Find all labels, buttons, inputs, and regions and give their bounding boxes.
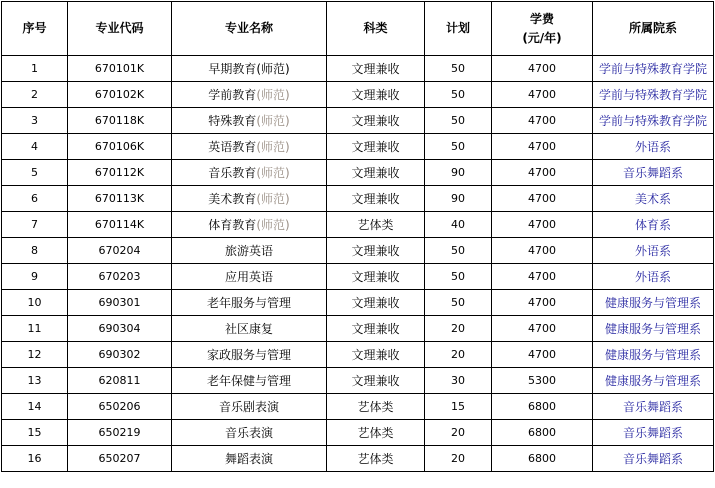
row-code: 650207 [68,446,172,472]
header-code: 专业代码 [68,2,172,56]
table-row [2,342,714,368]
header-category: 科类 [327,2,425,56]
table-row [2,368,714,394]
row-major-name [172,134,327,160]
table-row [2,82,714,108]
row-major-name [172,420,327,446]
major-name-main: 美术教育 [208,192,257,206]
row-category: 文理兼收 [327,134,425,160]
row-plan: 20 [425,446,492,472]
major-name-suffix: (师范) [256,140,290,154]
row-dept: 音乐舞蹈系 [593,394,714,420]
row-fee: 4700 [492,290,593,316]
row-category: 艺体类 [327,420,425,446]
table-body [2,56,714,472]
table-row [2,446,714,472]
row-code: 690301 [68,290,172,316]
row-fee: 6800 [492,446,593,472]
row-major-name [172,82,327,108]
row-seq: 5 [2,160,68,186]
row-category: 艺体类 [327,394,425,420]
row-major-name [172,394,327,420]
row-category: 文理兼收 [327,264,425,290]
row-fee: 4700 [492,186,593,212]
row-category: 文理兼收 [327,316,425,342]
table-row [2,108,714,134]
row-seq: 6 [2,186,68,212]
row-dept: 美术系 [593,186,714,212]
row-fee: 4700 [492,238,593,264]
row-dept: 外语系 [593,238,714,264]
row-major-name [172,108,327,134]
row-major-name [172,290,327,316]
row-plan: 50 [425,108,492,134]
row-fee: 5300 [492,368,593,394]
major-name-main: 老年保健与管理 [206,374,291,388]
row-seq: 8 [2,238,68,264]
row-plan: 90 [425,160,492,186]
row-seq: 13 [2,368,68,394]
row-code: 690304 [68,316,172,342]
row-fee: 6800 [492,394,593,420]
row-code: 620811 [68,368,172,394]
row-plan: 20 [425,420,492,446]
row-dept: 音乐舞蹈系 [593,446,714,472]
row-plan: 50 [425,290,492,316]
row-major-name [172,56,327,82]
row-code: 670112K [68,160,172,186]
table-row [2,290,714,316]
row-code: 690302 [68,342,172,368]
row-category: 文理兼收 [327,342,425,368]
row-seq: 12 [2,342,68,368]
row-major-name [172,342,327,368]
row-dept: 体育系 [593,212,714,238]
major-name-suffix: (师范) [256,166,290,180]
table-row [2,394,714,420]
major-name-suffix: (师范) [256,218,290,232]
row-dept: 音乐舞蹈系 [593,160,714,186]
major-name-main: 社区康复 [224,322,273,336]
row-seq: 3 [2,108,68,134]
row-category: 文理兼收 [327,160,425,186]
row-plan: 20 [425,316,492,342]
row-seq: 2 [2,82,68,108]
row-seq: 7 [2,212,68,238]
header-dept: 所属院系 [593,2,714,56]
row-plan: 50 [425,264,492,290]
row-plan: 50 [425,238,492,264]
row-major-name [172,186,327,212]
row-fee: 6800 [492,420,593,446]
row-dept: 学前与特殊教育学院 [593,56,714,82]
major-name-main: 早期教育(师范) [208,62,290,76]
major-name-suffix: (师范) [256,88,290,102]
row-major-name [172,446,327,472]
row-category: 文理兼收 [327,238,425,264]
row-seq: 10 [2,290,68,316]
row-category: 文理兼收 [327,290,425,316]
table-row [2,160,714,186]
row-dept: 健康服务与管理系 [593,342,714,368]
majors-table [1,1,714,472]
major-name-main: 音乐教育 [208,166,257,180]
row-dept: 健康服务与管理系 [593,368,714,394]
row-seq: 11 [2,316,68,342]
row-seq: 9 [2,264,68,290]
row-plan: 30 [425,368,492,394]
row-major-name [172,212,327,238]
major-name-main: 家政服务与管理 [206,348,291,362]
row-plan: 50 [425,56,492,82]
table-row [2,420,714,446]
major-name-main: 学前教育 [208,88,257,102]
row-seq: 16 [2,446,68,472]
row-dept: 学前与特殊教育学院 [593,108,714,134]
table-row [2,316,714,342]
row-seq: 4 [2,134,68,160]
header-fee-line2: (元/年) [522,30,562,45]
row-fee: 4700 [492,342,593,368]
major-name-main: 旅游英语 [224,244,273,258]
row-dept: 学前与特殊教育学院 [593,82,714,108]
row-major-name [172,316,327,342]
major-name-suffix: (师范) [256,192,290,206]
row-plan: 50 [425,82,492,108]
row-code: 650206 [68,394,172,420]
row-category: 文理兼收 [327,82,425,108]
row-seq: 14 [2,394,68,420]
major-name-main: 体育教育 [208,218,257,232]
row-major-name [172,264,327,290]
major-name-main: 特殊教育 [208,114,257,128]
row-code: 670114K [68,212,172,238]
row-fee: 4700 [492,160,593,186]
major-name-main: 音乐剧表演 [218,400,279,414]
row-dept: 音乐舞蹈系 [593,420,714,446]
row-code: 670106K [68,134,172,160]
row-dept: 外语系 [593,134,714,160]
table-row [2,264,714,290]
major-name-suffix: (师范) [256,114,290,128]
row-code: 650219 [68,420,172,446]
row-plan: 90 [425,186,492,212]
row-fee: 4700 [492,108,593,134]
row-category: 文理兼收 [327,108,425,134]
row-plan: 15 [425,394,492,420]
row-seq: 15 [2,420,68,446]
table-row [2,56,714,82]
row-fee: 4700 [492,56,593,82]
table-row [2,134,714,160]
row-code: 670101K [68,56,172,82]
row-plan: 50 [425,134,492,160]
header-fee [492,2,593,56]
table-row [2,186,714,212]
major-name-main: 舞蹈表演 [224,452,273,466]
row-code: 670118K [68,108,172,134]
row-code: 670113K [68,186,172,212]
row-plan: 20 [425,342,492,368]
row-dept: 外语系 [593,264,714,290]
row-dept: 健康服务与管理系 [593,316,714,342]
header-name: 专业名称 [172,2,327,56]
row-fee: 4700 [492,264,593,290]
major-name-main: 应用英语 [224,270,273,284]
row-category: 文理兼收 [327,56,425,82]
row-code: 670203 [68,264,172,290]
row-category: 文理兼收 [327,368,425,394]
row-seq: 1 [2,56,68,82]
major-name-main: 英语教育 [208,140,257,154]
row-plan: 40 [425,212,492,238]
table-row [2,212,714,238]
row-major-name [172,368,327,394]
row-code: 670102K [68,82,172,108]
header-seq: 序号 [2,2,68,56]
major-name-main: 老年服务与管理 [206,296,291,310]
header-plan: 计划 [425,2,492,56]
row-category: 艺体类 [327,446,425,472]
header-row [2,2,714,56]
row-fee: 4700 [492,316,593,342]
row-fee: 4700 [492,134,593,160]
major-name-main: 音乐表演 [224,426,273,440]
header-fee-line1: 学费 [529,11,554,26]
row-major-name [172,160,327,186]
row-code: 670204 [68,238,172,264]
row-fee: 4700 [492,82,593,108]
row-fee: 4700 [492,212,593,238]
row-category: 艺体类 [327,212,425,238]
row-category: 文理兼收 [327,186,425,212]
row-dept: 健康服务与管理系 [593,290,714,316]
table-row [2,238,714,264]
row-major-name [172,238,327,264]
